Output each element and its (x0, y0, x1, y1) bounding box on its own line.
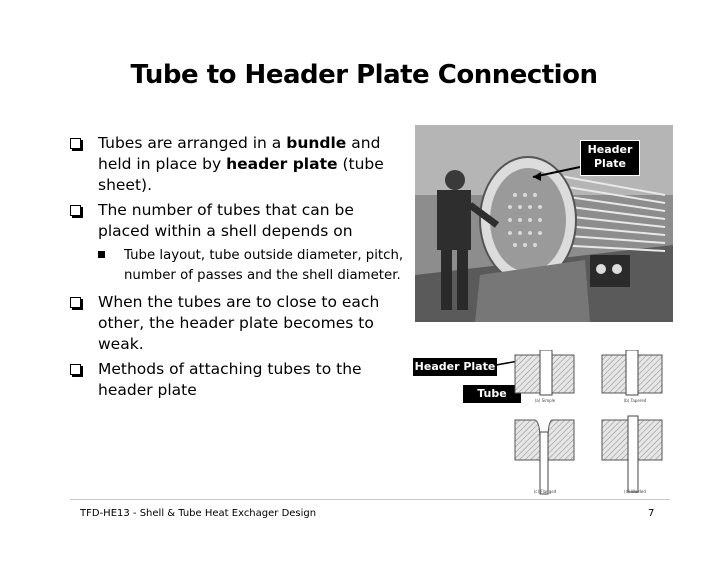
tube-joint-diagrams (510, 350, 688, 496)
bullet-text: and held in place by (98, 134, 381, 173)
bullet-item (70, 133, 410, 196)
bullet-text: The number of tubes that can be placed within a shell depends on (98, 201, 354, 240)
square-bullet-icon (98, 251, 105, 258)
bullet-item (70, 292, 410, 355)
checkbox-bullet-icon (70, 364, 81, 375)
bullet-list (70, 133, 410, 405)
bullet-bold-text: header plate (226, 155, 338, 173)
footer-text: TFD-HE13 - Shell & Tube Heat Exchager Design (80, 508, 317, 519)
callout-text: Header Plate (414, 360, 496, 373)
checkbox-bullet-icon (70, 205, 81, 216)
caption-a: (a) Simple (534, 398, 556, 403)
callout-text: Header Plate (587, 143, 633, 170)
checkbox-bullet-icon (70, 297, 81, 308)
bullet-text: Methods of attaching tubes to the header plate (98, 360, 362, 399)
page-number: 7 (648, 508, 655, 519)
bullet-bold-text: bundle (286, 134, 347, 152)
slide-title: Tube to Header Plate Connection (130, 60, 598, 90)
header-plate-label (412, 357, 498, 377)
caption-c: (c) Flanged (533, 489, 557, 494)
callout-text: Tube (477, 387, 507, 400)
checkbox-bullet-icon (70, 138, 81, 149)
header-plate-photo-label (580, 140, 640, 176)
bullet-text: Tubes are arranged in a (98, 134, 287, 152)
footer-divider (70, 499, 670, 500)
bullet-text: (tube sheet). (98, 155, 384, 194)
caption-d: (d) Welded (624, 489, 646, 494)
sub-bullet-item (70, 246, 410, 286)
bullet-item (70, 359, 410, 401)
caption-b: (b) Tapered (623, 398, 647, 403)
sub-bullet-text: Tube layout, tube outside diameter, pitch, number of passes and the shell diameter. (124, 248, 404, 283)
bullet-text: When the tubes are to close to each other, the header plate becomes to weak. (98, 293, 380, 353)
bullet-item (70, 200, 410, 242)
